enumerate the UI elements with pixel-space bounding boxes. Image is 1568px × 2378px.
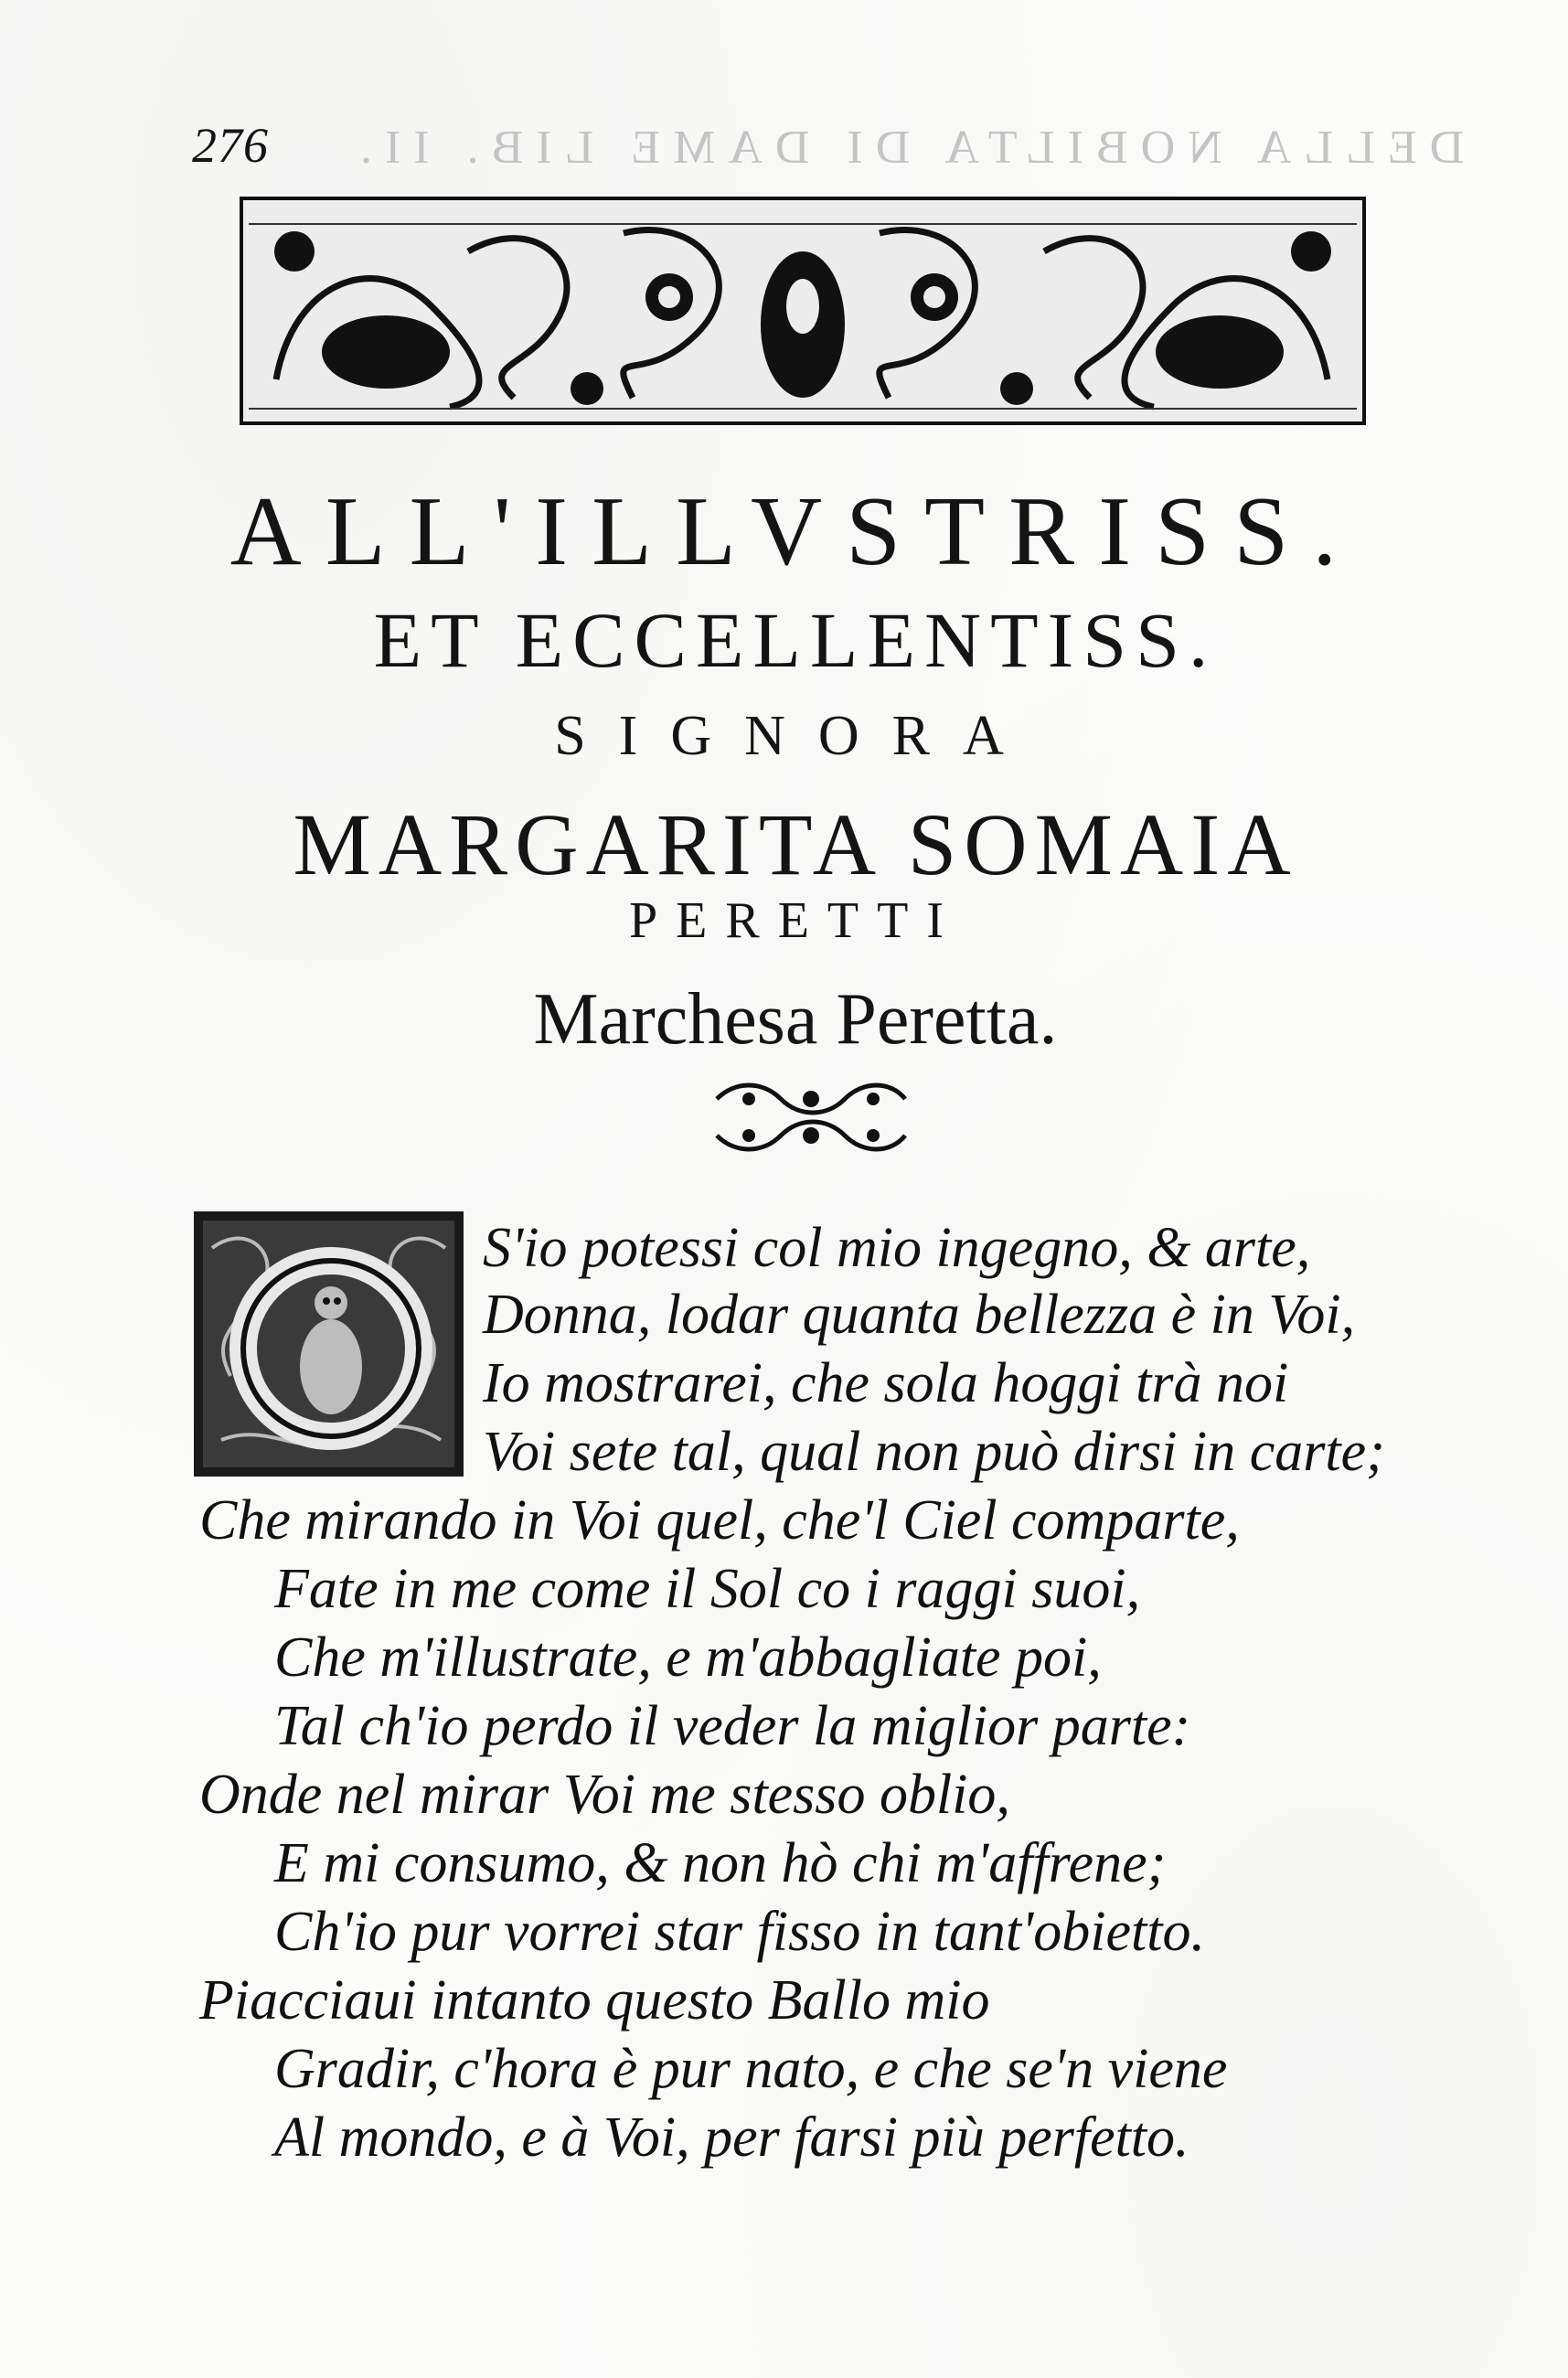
- dedication-title-line1: ALL'ILLVSTRISS.: [229, 477, 1361, 586]
- verse-line: Fate in me come il Sol co i raggi suoi,: [274, 1558, 1141, 1620]
- verse-line: Al mondo, e à Voi, per farsi più perfetto.: [274, 2106, 1189, 2169]
- verse-line: Voi sete tal, qual non può dirsi in carte;: [483, 1421, 1385, 1483]
- fleuron-ornament: [708, 1079, 914, 1156]
- verse-line: Piacciaui intanto questo Ballo mio: [199, 1969, 990, 2031]
- verse-line: Che mirando in Voi quel, che'l Ciel comparte,: [199, 1489, 1240, 1552]
- verse-line: Ch'io pur vorrei star fisso in tant'obietto.: [274, 1901, 1206, 1963]
- decorated-initial-letter: [194, 1211, 464, 1477]
- page-number: 276: [192, 118, 269, 173]
- dedication-title-line2: ET ECCELLENTISS.: [373, 596, 1218, 684]
- dedication-title-line4: MARGARITA SOMAIA: [293, 795, 1298, 893]
- dedication-title-line3: SIGNORA: [554, 705, 1037, 767]
- verse-line: Io mostrarei, che sola hoggi trà noi: [483, 1352, 1289, 1414]
- verse-line: Tal ch'io perdo il veder la miglior parte:: [274, 1695, 1191, 1757]
- bleed-through-text: DELLA NOBILTA DI DAME LIB. II.: [347, 122, 1465, 174]
- dedication-title-line6: Marchesa Peretta.: [533, 979, 1058, 1060]
- verse-line: Gradir, c'hora è pur nato, e che se'n viene: [274, 2038, 1228, 2100]
- verse-line: E mi consumo, & non hò chi m'affrene;: [274, 1832, 1167, 1894]
- verse-line: Che m'illustrate, e m'abbagliate poi,: [274, 1626, 1102, 1689]
- dedication-title-line5: PERETTI: [629, 892, 962, 949]
- verse-line: Onde nel mirar Voi me stesso oblio,: [199, 1764, 1010, 1826]
- verse-line: S'io potessi col mio ingegno, & arte,: [483, 1217, 1311, 1279]
- decorative-headpiece: [240, 197, 1366, 425]
- verse-line: Donna, lodar quanta bellezza è in Voi,: [483, 1284, 1356, 1346]
